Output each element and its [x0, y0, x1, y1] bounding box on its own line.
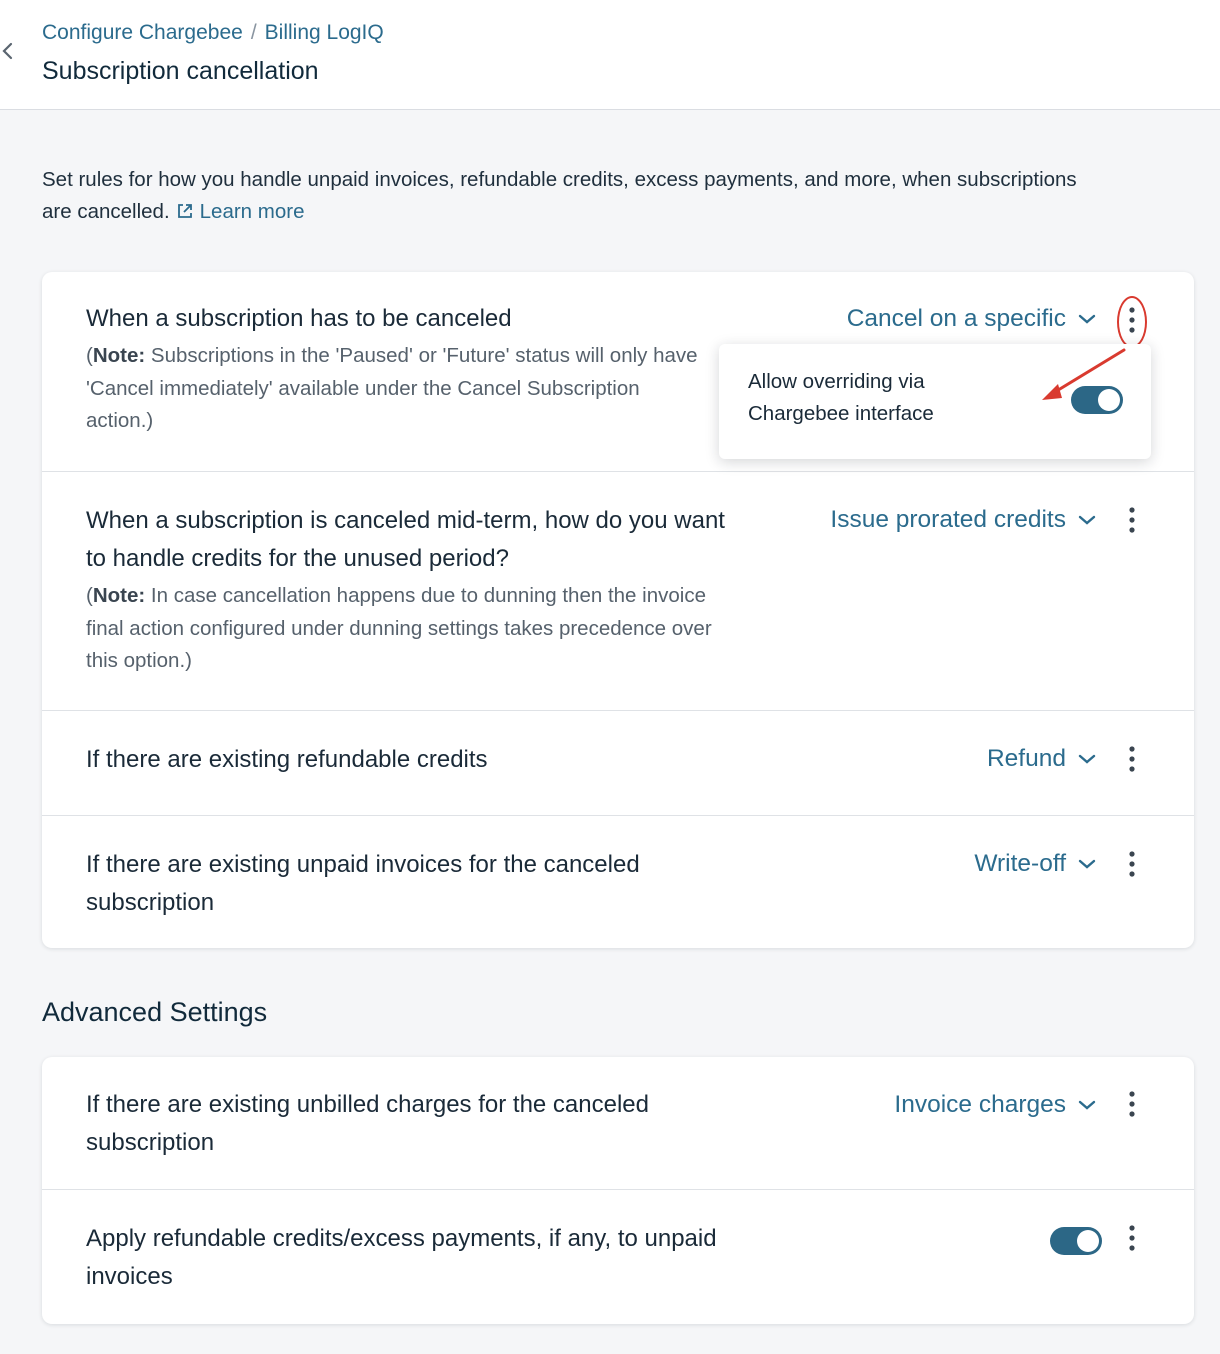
- apply-credits-toggle[interactable]: [1050, 1227, 1102, 1255]
- note-text: Subscriptions in the 'Paused' or 'Future' status will only have 'Cancel immediately' available under the Cancel Subscription action.: [86, 344, 698, 432]
- setting-note: (Note: In case cancellation happens due to dunning then the invoice final action configured under dunning settings takes precedence over this option.): [86, 584, 712, 672]
- setting-text: [86, 502, 746, 678]
- dropdown-value: Issue prorated credits: [830, 506, 1066, 533]
- setting-text: [86, 300, 706, 438]
- kebab-menu-icon[interactable]: [1122, 1220, 1142, 1256]
- chevron-down-icon: [1078, 753, 1096, 765]
- note-text: In case cancellation happens due to dunning then the invoice final action configured under dunning settings takes precedence over this option.: [86, 584, 712, 672]
- popover-label: Allow overriding via Chargebee interface: [748, 370, 934, 425]
- setting-row-refundable-credits: [42, 711, 1194, 816]
- setting-row-apply-credits: [42, 1190, 1194, 1324]
- breadcrumb-separator: /: [250, 21, 257, 44]
- toggle-knob: [1077, 1230, 1099, 1252]
- learn-more-link[interactable]: Learn more: [199, 200, 305, 223]
- intro-description: [42, 164, 1102, 228]
- chevron-down-icon: [1078, 514, 1096, 526]
- unbilled-charges-dropdown[interactable]: [894, 1087, 1096, 1123]
- breadcrumb-billing-logiq[interactable]: Billing LogIQ: [264, 21, 384, 44]
- allow-override-toggle[interactable]: [1071, 386, 1123, 414]
- chevron-left-icon[interactable]: [0, 40, 16, 62]
- setting-label: When a subscription is canceled mid-term, how do you want to handle credits for the unused period?: [86, 507, 725, 572]
- note-prefix: Note:: [92, 344, 146, 367]
- dropdown-value: Write-off: [974, 850, 1066, 877]
- override-popover: [719, 344, 1151, 459]
- setting-label: If there are existing unbilled charges for the canceled subscription: [86, 1091, 650, 1156]
- breadcrumb-configure-chargebee[interactable]: Configure Chargebee: [42, 21, 243, 44]
- annotation-circle: [1117, 296, 1147, 348]
- intro-text: Set rules for how you handle unpaid invoices, refundable credits, excess payments, and more, when subscriptions are cancelled.: [42, 168, 1077, 223]
- dropdown-value: Invoice charges: [894, 1091, 1066, 1118]
- kebab-menu-icon[interactable]: [1122, 741, 1142, 777]
- refundable-credits-dropdown[interactable]: [987, 741, 1096, 777]
- kebab-menu-icon[interactable]: [1122, 1086, 1142, 1122]
- advanced-settings-card: [42, 1057, 1194, 1324]
- kebab-menu-icon[interactable]: [1122, 846, 1142, 882]
- chevron-down-icon: [1078, 858, 1096, 870]
- setting-label: If there are existing refundable credits: [86, 746, 488, 773]
- chevron-down-icon: [1078, 1099, 1096, 1111]
- setting-label: When a subscription has to be canceled: [86, 305, 512, 332]
- external-link-icon: [176, 202, 194, 220]
- page-title: Subscription cancellation: [42, 57, 319, 85]
- unpaid-invoices-dropdown[interactable]: [974, 846, 1096, 882]
- setting-row-unpaid-invoices: [42, 816, 1194, 948]
- setting-label: If there are existing unpaid invoices for the canceled subscription: [86, 851, 640, 916]
- dropdown-value: Cancel on a specific: [846, 305, 1066, 332]
- chevron-down-icon: [1078, 313, 1096, 325]
- setting-row-unbilled-charges: [42, 1057, 1194, 1190]
- setting-row-unused-credits: [42, 472, 1194, 711]
- kebab-menu-icon[interactable]: [1122, 502, 1142, 538]
- advanced-settings-title: Advanced Settings: [42, 997, 268, 1027]
- unused-credits-dropdown[interactable]: [830, 502, 1096, 538]
- cancel-timing-dropdown[interactable]: [847, 301, 1096, 337]
- breadcrumb: [42, 20, 384, 46]
- note-prefix: Note:: [92, 584, 146, 607]
- setting-note: (Note: Subscriptions in the 'Paused' or 'Future' status will only have 'Cancel immediately' available under the Cancel Subscription action.): [86, 344, 698, 432]
- page-header: [0, 0, 1220, 110]
- dropdown-value: Refund: [986, 745, 1066, 772]
- setting-label: Apply refundable credits/excess payments, if any, to unpaid invoices: [86, 1225, 717, 1290]
- toggle-knob: [1098, 389, 1120, 411]
